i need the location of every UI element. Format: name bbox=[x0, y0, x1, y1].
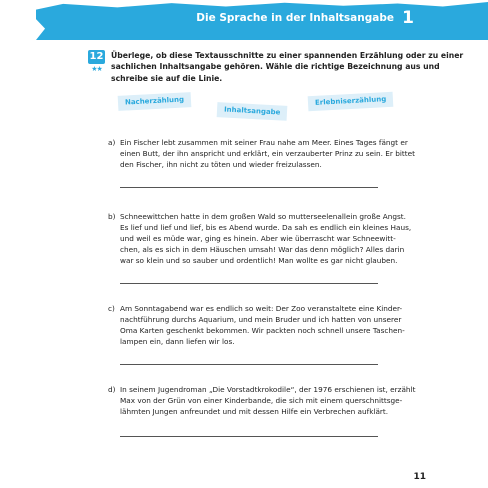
exercise-item-c bbox=[108, 303, 405, 347]
answer-line-a[interactable] bbox=[120, 187, 378, 188]
exercise-item-b bbox=[108, 211, 412, 266]
item-letter: c) bbox=[108, 304, 115, 313]
item-text-line: chen, als es sich in dem Häuschen umsah! War das denn möglich? Alles darin bbox=[120, 245, 405, 254]
instruction-line: Überlege, ob diese Textausschnitte zu einer spannenden Erzählung oder zu einer bbox=[111, 51, 464, 60]
item-text-line: und weil es müde war, ging es hinein. Aber wie überrascht war Schneewitt- bbox=[120, 234, 396, 243]
exercise-item-a bbox=[108, 137, 415, 170]
task-number-badge: 12 bbox=[89, 51, 104, 62]
item-letter: d) bbox=[108, 385, 116, 394]
instruction-line: sachlichen Inhaltsangabe gehören. Wähle die richtige Bezeichnung aus und bbox=[111, 62, 440, 72]
item-text-line: lähmten Jungen anfreundet und mit dessen Hilfe ein Verbrechen aufklärt. bbox=[120, 407, 389, 416]
task-instructions bbox=[111, 50, 464, 84]
chapter-title: Die Sprache in der Inhaltsangabe bbox=[196, 12, 394, 24]
item-text-line: Ein Fischer lebt zusammen mit seiner Frau nahe am Meer. Eines Tages fängt er bbox=[120, 138, 408, 147]
difficulty-stars: ★★ bbox=[91, 65, 102, 73]
exercise-item-d bbox=[108, 384, 416, 417]
item-text-line: In seinem Jugendroman „Die Vorstadtkrokodile“, der 1976 erschienen ist, erzählt bbox=[120, 385, 416, 394]
item-text-line: Oma Karten geschenkt bekommen. Wir packten noch schnell unsere Taschen- bbox=[120, 326, 405, 335]
item-text-line: war so klein und so sauber und ordentlich! Man wollte es gar nicht glauben. bbox=[120, 256, 398, 265]
chapter-number: 1 bbox=[402, 8, 414, 28]
choice-inhaltsangabe: Inhaltsangabe bbox=[217, 102, 288, 121]
item-letter: a) bbox=[108, 138, 116, 147]
item-text-line: nachtführung durchs Aquarium, und mein Bruder und ich hatten von unserer bbox=[120, 315, 402, 324]
answer-line-c[interactable] bbox=[120, 364, 378, 365]
item-text-line: Es lief und lief und lief, bis es Abend wurde. Da sah es endlich ein kleines Haus, bbox=[120, 223, 412, 232]
item-text-line: Max von der Grün von einer Kinderbande, die sich mit einem querschnittsge- bbox=[120, 396, 403, 405]
choice-nacherzaehlung: Nacherzählung bbox=[118, 92, 192, 111]
item-text-line: den Fischer, ihn nicht zu töten und wieder freizulassen. bbox=[120, 160, 322, 169]
item-text-line: lampen ein, dann liefen wir los. bbox=[120, 337, 235, 346]
instruction-line: schreibe sie auf die Linie. bbox=[111, 73, 223, 83]
page-number: 11 bbox=[413, 472, 426, 482]
item-text-line: einen Butt, der ihn anspricht und erklärt, ein verzauberter Prinz zu sein. Er bittet bbox=[120, 149, 415, 158]
item-letter: b) bbox=[108, 212, 116, 221]
item-text-line: Am Sonntagabend war es endlich so weit: Der Zoo veranstaltete eine Kinder- bbox=[120, 304, 403, 313]
answer-line-d[interactable] bbox=[120, 436, 378, 437]
item-text-line: Schneewittchen hatte in dem großen Wald so mutterseelenallein große Angst. bbox=[120, 212, 406, 221]
answer-line-b[interactable] bbox=[120, 283, 378, 284]
choice-erlebniserzaehlung: Erlebniserzählung bbox=[308, 92, 394, 111]
